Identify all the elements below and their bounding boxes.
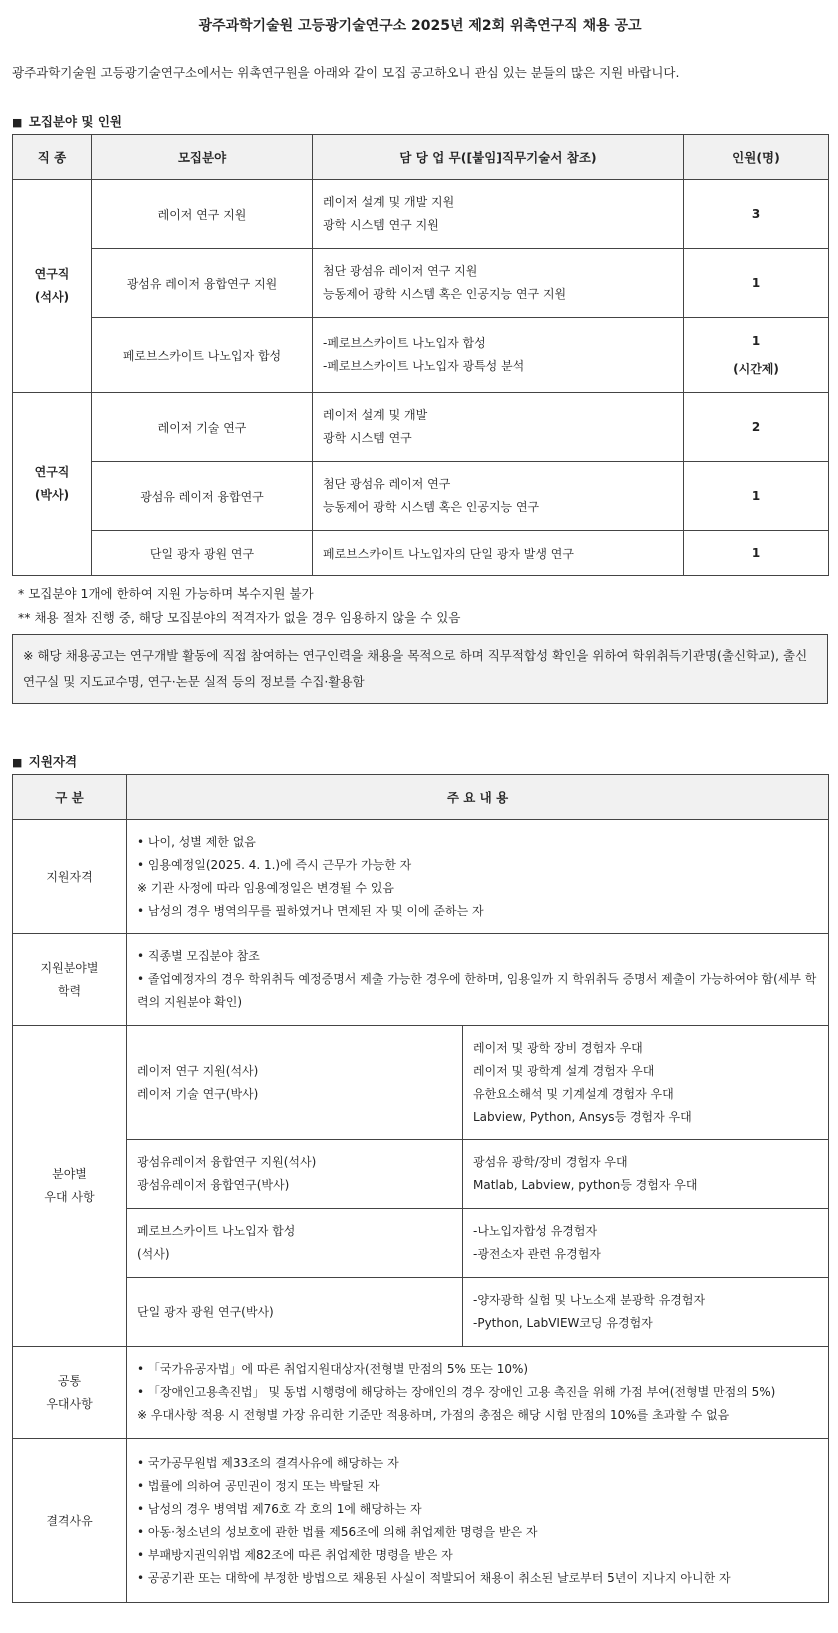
table-row (13, 180, 829, 249)
table-row (13, 318, 829, 393)
privacy-notice-box: ※ 해당 채용공고는 연구개발 활동에 직접 참여하는 연구인력을 채용을 목적으로 하며 직무적합성 확인을 위하여 학위취득기관명(출신학교), 출신연구실 및 지도교수명, 연구·논문 실적 등의 정보를 수집·활용함 (12, 634, 828, 704)
count-cell: 1 (684, 249, 829, 318)
header-category: 구 분 (13, 775, 127, 820)
recruitment-table (12, 134, 829, 576)
preference-details: 광섬유 광학/장비 경험자 우대 Matlab, Labview, python등 경험자 우대 (463, 1140, 829, 1209)
preference-details: -양자광학 실험 및 나노소재 분광학 유경험자 -Python, LabVIEW코딩 유경험자 (463, 1278, 829, 1347)
table-header-row (13, 775, 829, 820)
square-bullet-icon: ■ (12, 116, 23, 129)
field-cell: 페로브스카이트 나노입자 합성 (92, 318, 313, 393)
page-title: 광주과학기술원 고등광기술연구소 2025년 제2회 위촉연구직 채용 공고 (198, 18, 642, 34)
row-label-common-preference: 공통 우대사항 (13, 1347, 127, 1439)
section-heading-qualification: ■ 지원자격 (12, 754, 78, 769)
table-row (13, 393, 829, 462)
note-single-application: * 모집분야 1개에 한하여 지원 가능하며 복수지원 불가 (18, 586, 314, 601)
count-cell: 2 (684, 393, 829, 462)
count-cell: 3 (684, 180, 829, 249)
field-cell: 레이저 기술 연구 (92, 393, 313, 462)
disqualification-content: • 국가공무원법 제33조의 결격사유에 해당하는 자 • 법률에 의하여 공민권이 정지 또는 박탈된 자 • 남성의 경우 병역법 제76호 각 호의 1에 해당하는 자 • 아동·청소년의 성보호에 관한 법률 제56조에 의해 취업제한 명령을 받은 자 • 부패방지권익위법 제82조에 따른 취업제한 명령을 받은 자 • 공공기관 또는 대학에 부정한 방법으로 채용된 사실이 적발되어 채용이 취소된 날로부터 5년이 지나지 아니한 자 (127, 1439, 829, 1603)
row-label-disqualification: 결격사유 (13, 1439, 127, 1603)
count-cell: 1 (684, 462, 829, 531)
qualification-content: • 나이, 성별 제한 없음 • 임용예정일(2025. 4. 1.)에 즉시 근무가 가능한 자 ※ 기관 사정에 따라 임용예정일은 변경될 수 있음 • 남성의 경우 병역의무를 필하였거나 면제된 자 및 이에 준하는 자 (127, 820, 829, 934)
duty-cell: 첨단 광섬유 레이저 연구 지원 능동제어 광학 시스템 혹은 인공지능 연구 지원 (313, 249, 684, 318)
preference-field: 레이저 연구 지원(석사) 레이저 기술 연구(박사) (127, 1026, 463, 1140)
duty-cell: -페로브스카이트 나노입자 합성 -페로브스카이트 나노입자 광특성 분석 (313, 318, 684, 393)
preference-field: 광섬유레이저 융합연구 지원(석사) 광섬유레이저 융합연구(박사) (127, 1140, 463, 1209)
table-header-row (13, 135, 829, 180)
header-job-type: 직 종 (13, 135, 92, 180)
field-cell: 단일 광자 광원 연구 (92, 531, 313, 576)
duty-cell: 페로브스카이트 나노입자의 단일 광자 발생 연구 (313, 531, 684, 576)
preference-field: 단일 광자 광원 연구(박사) (127, 1278, 463, 1347)
preference-field: 페로브스카이트 나노입자 합성 (석사) (127, 1209, 463, 1278)
table-row (13, 1439, 829, 1603)
education-content: • 직종별 모집분야 참조 • 졸업예정자의 경우 학위취득 예정증명서 제출 가능한 경우에 한하며, 임용일까 지 학위취득 증명서 제출이 가능하여야 함(세부 학력의 지원분야 확인) (127, 934, 829, 1026)
field-cell: 광섬유 레이저 융합연구 (92, 462, 313, 531)
note-no-hire: ** 채용 절차 진행 중, 해당 모집분야의 적격자가 없을 경우 임용하지 않을 수 있음 (18, 610, 461, 625)
field-cell: 광섬유 레이저 융합연구 지원 (92, 249, 313, 318)
header-content: 주 요 내 용 (127, 775, 829, 820)
duty-cell: 레이저 설계 및 개발 지원 광학 시스템 연구 지원 (313, 180, 684, 249)
table-row (13, 1278, 829, 1347)
preference-details: 레이저 및 광학 장비 경험자 우대 레이저 및 광학계 설계 경험자 우대 유한요소해석 및 기계설계 경험자 우대 Labview, Python, Ansys등 경험자 우대 (463, 1026, 829, 1140)
row-label-education: 지원분야별 학력 (13, 934, 127, 1026)
count-cell: 1 (시간제) (684, 318, 829, 393)
table-row (13, 1026, 829, 1140)
common-preference-content: • 「국가유공자법」에 따른 취업지원대상자(전형별 만점의 5% 또는 10%) • 「장애인고용촉진법」 및 동법 시행령에 해당하는 장애인의 경우 장애인 고용 촉진을 위해 가점 부여(전형별 만점의 5%) ※ 우대사항 적용 시 전형별 가장 유리한 기준만 적용하며, 가점의 총점은 해당 시험 만점의 10%를 초과할 수 없음 (127, 1347, 829, 1439)
count-cell: 1 (684, 531, 829, 576)
square-bullet-icon: ■ (12, 756, 23, 769)
document (12, 0, 828, 1603)
row-label-preference: 분야별 우대 사항 (13, 1026, 127, 1347)
table-row (13, 531, 829, 576)
table-row (13, 934, 829, 1026)
preference-details: -나노입자합성 유경험자 -광전소자 관련 유경험자 (463, 1209, 829, 1278)
header-count: 인원(명) (684, 135, 829, 180)
job-type-doctoral: 연구직 (박사) (13, 393, 92, 576)
header-duty: 담 당 업 무([붙임]직무기술서 참조) (313, 135, 684, 180)
duty-cell: 첨단 광섬유 레이저 연구 능동제어 광학 시스템 혹은 인공지능 연구 (313, 462, 684, 531)
table-row (13, 820, 829, 934)
qualification-table (12, 774, 829, 1603)
job-type-masters: 연구직 (석사) (13, 180, 92, 393)
duty-cell: 레이저 설계 및 개발 광학 시스템 연구 (313, 393, 684, 462)
table-row (13, 249, 829, 318)
intro-text: 광주과학기술원 고등광기술연구소에서는 위촉연구원을 아래와 같이 모집 공고하오니 관심 있는 분들의 많은 지원 바랍니다. (12, 65, 680, 80)
row-label-qualification: 지원자격 (13, 820, 127, 934)
table-row (13, 1347, 829, 1439)
table-row (13, 1209, 829, 1278)
header-field: 모집분야 (92, 135, 313, 180)
field-cell: 레이저 연구 지원 (92, 180, 313, 249)
table-row (13, 462, 829, 531)
section-heading-recruitment: ■ 모집분야 및 인원 (12, 114, 122, 129)
table-row (13, 1140, 829, 1209)
